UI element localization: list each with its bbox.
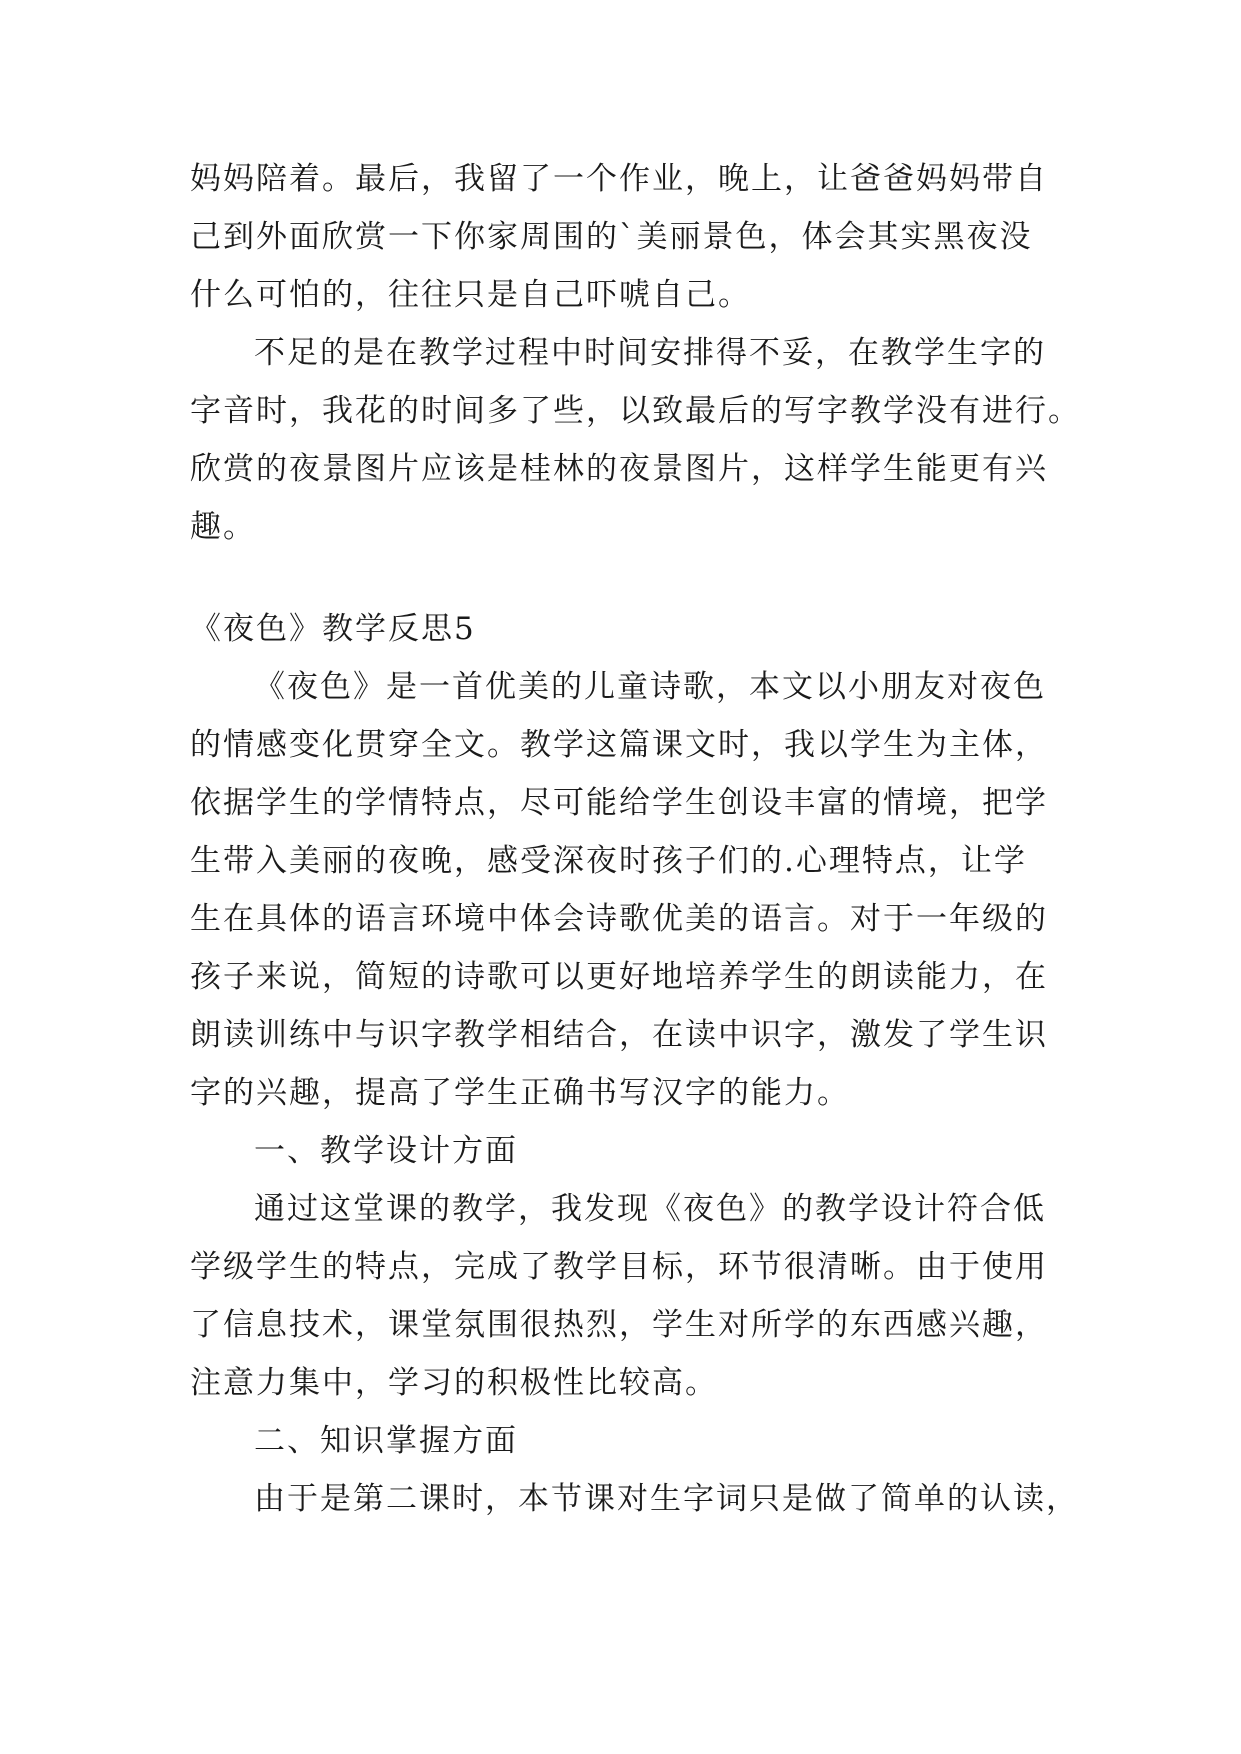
text-line: 由于是第二课时，本节课对生字词只是做了简单的认读， bbox=[254, 1481, 1079, 1517]
text-line: 的情感变化贯穿全文。教学这篇课文时，我以学生为主体， bbox=[190, 727, 1048, 763]
subheading: 二、知识掌握方面 bbox=[254, 1423, 518, 1459]
paragraph bbox=[190, 324, 1081, 556]
paragraph bbox=[190, 1180, 1060, 1412]
document-page bbox=[190, 150, 1081, 1528]
section-heading: 《夜色》教学反思5 bbox=[190, 611, 476, 647]
text-line: 《夜色》是一首优美的儿童诗歌，本文以小朋友对夜色 bbox=[254, 669, 1046, 705]
text-line: 趣。 bbox=[190, 509, 256, 545]
text-line: 了信息技术，课堂氛围很热烈，学生对所学的东西感兴趣， bbox=[190, 1307, 1048, 1343]
text-line: 不足的是在教学过程中时间安排得不妥，在教学生字的 bbox=[254, 335, 1046, 371]
text-line: 朗读训练中与识字教学相结合，在读中识字，激发了学生识 bbox=[190, 1017, 1048, 1053]
text-line: 己到外面欣赏一下你家周围的`美丽景色，体会其实黑夜没 bbox=[190, 219, 1033, 255]
text-line: 通过这堂课的教学，我发现《夜色》的教学设计符合低 bbox=[254, 1191, 1046, 1227]
subheading: 一、教学设计方面 bbox=[254, 1133, 518, 1169]
text-line: 欣赏的夜景图片应该是桂林的夜景图片，这样学生能更有兴 bbox=[190, 451, 1048, 487]
text-line: 学级学生的特点，完成了教学目标，环节很清晰。由于使用 bbox=[190, 1249, 1048, 1285]
text-line: 妈妈陪着。最后，我留了一个作业，晚上，让爸爸妈妈带自 bbox=[190, 161, 1048, 197]
text-line: 孩子来说，简短的诗歌可以更好地培养学生的朗读能力，在 bbox=[190, 959, 1048, 995]
text-line: 生在具体的语言环境中体会诗歌优美的语言。对于一年级的 bbox=[190, 901, 1048, 937]
text-line: 生带入美丽的夜晚，感受深夜时孩子们的.心理特点，让学 bbox=[190, 843, 1027, 879]
text-line: 依据学生的学情特点，尽可能给学生创设丰富的情境，把学 bbox=[190, 785, 1048, 821]
paragraph bbox=[190, 1470, 1079, 1528]
paragraph bbox=[190, 150, 1060, 324]
text-line: 什么可怕的，往往只是自己吓唬自己。 bbox=[190, 277, 751, 313]
paragraph bbox=[190, 658, 1060, 1122]
section-gap bbox=[190, 556, 1060, 600]
text-line: 注意力集中，学习的积极性比较高。 bbox=[190, 1365, 718, 1401]
text-line: 字音时，我花的时间多了些，以致最后的写字教学没有进行。 bbox=[190, 393, 1081, 429]
text-line: 字的兴趣，提高了学生正确书写汉字的能力。 bbox=[190, 1075, 850, 1111]
